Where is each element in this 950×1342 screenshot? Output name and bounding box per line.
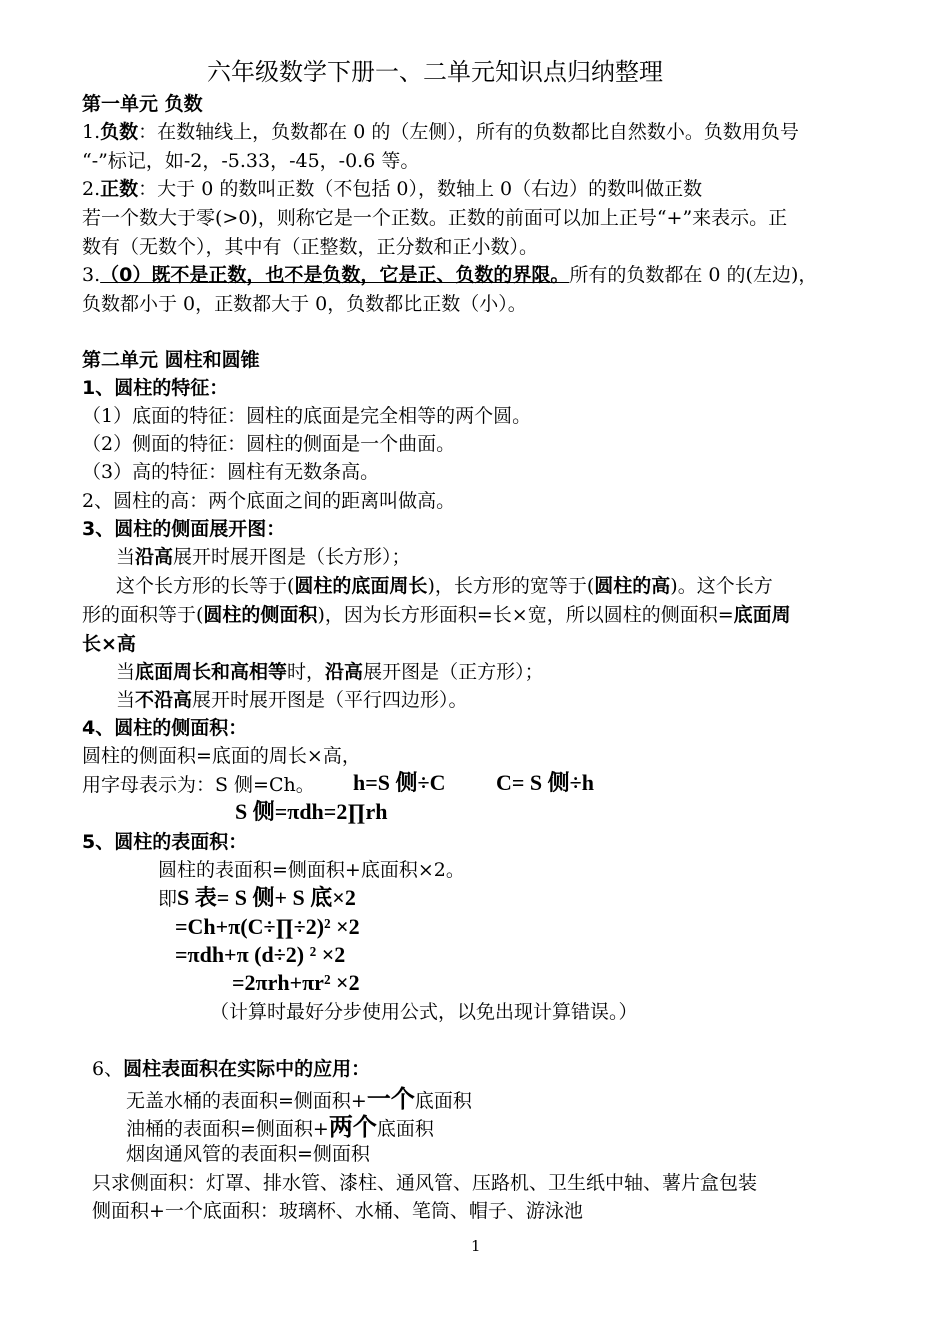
text: 即 xyxy=(158,888,178,910)
para-zero-1 xyxy=(82,261,817,289)
section5-line1: 圆柱的表面积=侧面积+底面积×2。 xyxy=(158,859,465,881)
text: )。这个长方 xyxy=(670,575,773,597)
formula-lateral: S 侧=πdh=2∏rh xyxy=(235,799,388,824)
section6-line5: 侧面积+一个底面积：玻璃杯、水桶、笔筒、帽子、游泳池 xyxy=(92,1200,583,1222)
para-positive-1 xyxy=(82,175,702,203)
text: 形的面积等于( xyxy=(82,604,204,626)
emphasis-zero: （0）既不是正数，也不是负数，它是正、负数的界限。 xyxy=(100,264,570,286)
item-number: 1. xyxy=(82,121,101,143)
section3-line5 xyxy=(116,658,544,686)
item-number: 3. xyxy=(82,264,101,286)
text: 当 xyxy=(116,546,136,568)
text: 当 xyxy=(116,661,136,683)
formula-h: h=S 侧÷C xyxy=(353,770,446,795)
text: ：大于 0 的数叫正数（不包括 0），数轴上 0（右边）的数叫做正数 xyxy=(138,178,703,200)
emphasis: 圆柱的底面周长 xyxy=(294,575,428,597)
section5-formula0 xyxy=(158,884,356,913)
para-positive-2: 若一个数大于零(>0)，则称它是一个正数。正数的前面可以加上正号“+”来表示。正 xyxy=(82,207,788,229)
item-number: 2. xyxy=(82,178,101,200)
section6-line1 xyxy=(126,1085,472,1115)
section4-line2: 用字母表示为：S 侧=Ch。 xyxy=(82,774,315,796)
emphasis: 圆柱的高 xyxy=(594,575,671,597)
item-number: 6、 xyxy=(92,1058,124,1080)
section3-line6 xyxy=(116,686,468,714)
text: ：在数轴线上，负数都在 0 的（左侧），所有的负数都比自然数小。负数用负号 xyxy=(138,121,799,143)
para-negative-1 xyxy=(82,118,799,146)
section6-line2 xyxy=(126,1113,434,1143)
para-negative-2: “-”标记，如-2，-5.33，-45，-0.6 等。 xyxy=(82,150,420,172)
section4-line1: 圆柱的侧面积=底面的周长×高， xyxy=(82,745,361,767)
section3-line3 xyxy=(82,601,791,629)
text: )，长方形的宽等于( xyxy=(427,575,595,597)
para-zero-2: 负数都小于 0，正数都大于 0，负数都比正数（小）。 xyxy=(82,293,527,315)
text: 油桶的表面积=侧面积+ xyxy=(126,1118,329,1140)
text: 这个长方形的长等于( xyxy=(116,575,295,597)
list-item: （2）侧面的特征：圆柱的侧面是一个曲面。 xyxy=(82,433,456,455)
text: 时， xyxy=(287,661,326,683)
text: 底面积 xyxy=(376,1118,434,1140)
document-title: 六年级数学下册一、二单元知识点归纳整理 xyxy=(207,58,663,86)
term-positive: 正数 xyxy=(100,178,139,200)
section3-line4: 长×高 xyxy=(82,633,136,655)
unit1-heading: 第一单元 负数 xyxy=(82,93,203,115)
text: 所有的负数都在 0 的(左边)， xyxy=(569,264,818,286)
section6-title xyxy=(92,1055,370,1083)
emphasis: 圆柱的侧面积 xyxy=(203,604,318,626)
text: 无盖水桶的表面积=侧面积+ xyxy=(126,1090,367,1112)
emphasis: 不沿高 xyxy=(135,689,193,711)
emphasis: 沿高 xyxy=(135,546,174,568)
formula-c: C= S 侧÷h xyxy=(496,770,594,795)
term-negative: 负数 xyxy=(100,121,139,143)
formula-surface-step3: =2πrh+πr² ×2 xyxy=(232,970,360,995)
formula-surface-step1: =Ch+π(C÷∏÷2)² ×2 xyxy=(175,914,360,939)
section6-line3: 烟囱通风管的表面积=侧面积 xyxy=(126,1143,370,1165)
emphasis-large: 一个 xyxy=(366,1084,415,1113)
emphasis: 圆柱表面积在实际中的应用： xyxy=(123,1058,371,1080)
section6-line4: 只求侧面积：灯罩、排水管、漆柱、通风管、压路机、卫生纸中轴、薯片盒包装 xyxy=(92,1172,758,1194)
emphasis: 沿高 xyxy=(325,661,364,683)
list-item: （1）底面的特征：圆柱的底面是完全相等的两个圆。 xyxy=(82,405,532,427)
formula-surface: S 表= S 侧+ S 底×2 xyxy=(177,885,356,910)
page-number: 1 xyxy=(471,1237,481,1255)
list-item: （3）高的特征：圆柱有无数条高。 xyxy=(82,461,380,483)
section5-title: 5、圆柱的表面积： xyxy=(82,831,248,853)
para-positive-3: 数有（无数个），其中有（正整数，正分数和正小数）。 xyxy=(82,236,539,258)
formula-surface-step2: =πdh+π (d÷2) ² ×2 xyxy=(175,942,346,967)
text: 底面积 xyxy=(414,1090,472,1112)
section3-line1 xyxy=(116,543,411,571)
section5-note: （计算时最好分步使用公式，以免出现计算错误。） xyxy=(210,1001,638,1023)
emphasis-large: 两个 xyxy=(328,1112,377,1141)
unit2-heading: 第二单元 圆柱和圆锥 xyxy=(82,349,260,371)
text: 展开时展开图是（平行四边形）。 xyxy=(192,689,468,711)
text: 展开图是（正方形）； xyxy=(363,661,544,683)
section4-title: 4、圆柱的侧面积： xyxy=(82,717,248,739)
section3-line2 xyxy=(116,572,773,600)
text: 展开时展开图是（长方形）； xyxy=(173,546,411,568)
section1-title: 1、圆柱的特征： xyxy=(82,377,229,399)
section3-title: 3、圆柱的侧面展开图： xyxy=(82,518,286,540)
text: 当 xyxy=(116,689,136,711)
section2-text: 2、圆柱的高：两个底面之间的距离叫做高。 xyxy=(82,490,456,512)
emphasis: 底面周 xyxy=(733,604,791,626)
emphasis: 底面周长和高相等 xyxy=(135,661,288,683)
text: )，因为长方形面积=长×宽，所以圆柱的侧面积= xyxy=(317,604,734,626)
